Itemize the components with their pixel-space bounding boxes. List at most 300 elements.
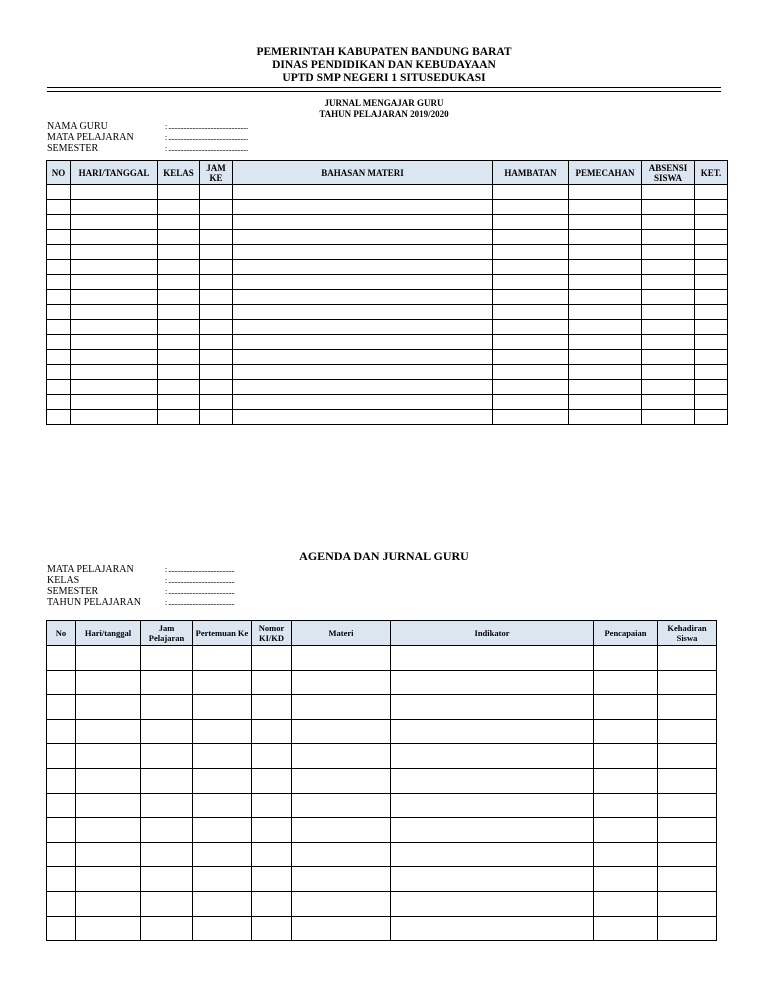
table-cell[interactable] [594,891,658,916]
table-row [47,867,717,892]
table-cell[interactable] [292,744,391,769]
table-cell[interactable] [71,410,158,425]
table-cell[interactable] [594,842,658,867]
table-cell[interactable] [233,290,493,305]
table-cell[interactable] [695,335,728,350]
table-cell[interactable] [493,200,569,215]
table-cell[interactable] [642,320,695,335]
table-cell[interactable] [71,290,158,305]
table-cell[interactable] [658,670,717,695]
field-value: : ............................................ [165,565,235,574]
letterhead-line-1: PEMERINTAH KABUPATEN BANDUNG BARAT [256,46,512,58]
agenda-table [46,620,717,941]
table-cell[interactable] [141,768,193,793]
table-cell[interactable] [252,670,292,695]
table-cell[interactable] [200,305,233,320]
table-cell[interactable] [76,818,141,843]
table-cell[interactable] [158,260,200,275]
field-label: NAMA GURU [47,121,108,132]
table-cell[interactable] [47,916,76,941]
table-cell[interactable] [493,410,569,425]
table-cell[interactable] [193,916,252,941]
col-obstacle: HAMBATAN [493,161,569,185]
table-cell[interactable] [76,916,141,941]
table-cell[interactable] [193,646,252,671]
table-cell[interactable] [200,245,233,260]
table-cell[interactable] [158,245,200,260]
table-cell[interactable] [252,744,292,769]
table-cell[interactable] [71,320,158,335]
table-cell[interactable] [200,410,233,425]
table-cell[interactable] [200,350,233,365]
table-cell[interactable] [76,891,141,916]
table-cell[interactable] [71,230,158,245]
letterhead-rule [47,87,721,88]
table-cell[interactable] [569,410,642,425]
table-cell[interactable] [642,380,695,395]
table-cell[interactable] [391,719,594,744]
table-row [47,215,728,230]
table-cell[interactable] [47,185,71,200]
table-cell[interactable] [642,305,695,320]
table-cell[interactable] [695,185,728,200]
table-cell[interactable] [158,290,200,305]
table-cell[interactable] [658,768,717,793]
table-cell[interactable] [233,320,493,335]
table-row [47,768,717,793]
table-cell[interactable] [594,916,658,941]
table-cell[interactable] [292,891,391,916]
table-cell[interactable] [47,350,71,365]
table-cell[interactable] [695,230,728,245]
letterhead-line-2: DINAS PENDIDIKAN DAN KEBUDAYAAN [272,59,496,71]
table-cell[interactable] [141,818,193,843]
table-cell[interactable] [200,290,233,305]
table-cell[interactable] [695,260,728,275]
table-cell[interactable] [141,646,193,671]
table-cell[interactable] [594,744,658,769]
col-attendance: Kehadiran Siswa [658,621,717,646]
table-cell[interactable] [391,818,594,843]
table-cell[interactable] [292,719,391,744]
table-cell[interactable] [141,793,193,818]
table-cell[interactable] [642,200,695,215]
table-cell[interactable] [569,275,642,290]
table-cell[interactable] [391,867,594,892]
table-cell[interactable] [200,335,233,350]
table-cell[interactable] [252,867,292,892]
table-cell[interactable] [594,670,658,695]
table-cell[interactable] [141,891,193,916]
table-cell[interactable] [47,320,71,335]
table-cell[interactable] [658,916,717,941]
table-cell[interactable] [391,670,594,695]
table-cell[interactable] [47,305,71,320]
table-cell[interactable] [569,185,642,200]
table-cell[interactable] [292,695,391,720]
table-cell[interactable] [252,916,292,941]
table-cell[interactable] [252,842,292,867]
table-cell[interactable] [391,891,594,916]
table-cell[interactable] [158,215,200,230]
table-cell[interactable] [642,185,695,200]
table-row [47,744,717,769]
table-cell[interactable] [252,719,292,744]
table-cell[interactable] [292,916,391,941]
table-cell[interactable] [193,744,252,769]
table-cell[interactable] [594,867,658,892]
table-cell[interactable] [252,646,292,671]
table-cell[interactable] [158,230,200,245]
table-cell[interactable] [658,719,717,744]
table-cell[interactable] [233,245,493,260]
table-cell[interactable] [391,646,594,671]
journal-fields [47,121,248,154]
table-row [47,719,717,744]
table-cell[interactable] [493,260,569,275]
table-cell[interactable] [233,335,493,350]
table-cell[interactable] [695,290,728,305]
table-cell[interactable] [642,260,695,275]
table-cell[interactable] [47,793,76,818]
table-cell[interactable] [71,185,158,200]
col-solution: PEMECAHAN [569,161,642,185]
table-cell[interactable] [292,818,391,843]
table-cell[interactable] [158,395,200,410]
table-cell[interactable] [642,245,695,260]
table-cell[interactable] [158,185,200,200]
field-subject [47,132,248,143]
table-cell[interactable] [47,395,71,410]
table-cell[interactable] [47,842,76,867]
table-cell[interactable] [141,719,193,744]
table-cell[interactable] [642,335,695,350]
table-cell[interactable] [569,230,642,245]
table-cell[interactable] [594,818,658,843]
table-row [47,185,728,200]
table-cell[interactable] [493,335,569,350]
table-cell[interactable] [695,215,728,230]
table-cell[interactable] [193,719,252,744]
table-cell[interactable] [252,695,292,720]
table-cell[interactable] [193,867,252,892]
table-cell[interactable] [642,290,695,305]
table-cell[interactable] [658,646,717,671]
field-value: : ............................................ [165,576,235,585]
table-cell[interactable] [642,365,695,380]
table-cell[interactable] [233,215,493,230]
table-cell[interactable] [71,305,158,320]
table-cell[interactable] [292,768,391,793]
table-cell[interactable] [642,350,695,365]
table-cell[interactable] [71,365,158,380]
table-cell[interactable] [233,365,493,380]
table-cell[interactable] [47,380,71,395]
col-indicator: Indikator [391,621,594,646]
col-achievement: Pencapaian [594,621,658,646]
table-cell[interactable] [47,260,71,275]
table-cell[interactable] [233,410,493,425]
table-cell[interactable] [493,230,569,245]
field-value: : ..................................................... [165,144,248,153]
table-cell[interactable] [233,185,493,200]
table-cell[interactable] [391,695,594,720]
table-cell[interactable] [76,670,141,695]
table-cell[interactable] [292,670,391,695]
table-cell[interactable] [158,200,200,215]
table-cell[interactable] [252,818,292,843]
table-cell[interactable] [658,842,717,867]
table-cell[interactable] [71,395,158,410]
col-no: NO [47,161,71,185]
table-cell[interactable] [47,200,71,215]
table-row [47,260,728,275]
table-cell[interactable] [200,320,233,335]
table-cell[interactable] [141,867,193,892]
table-cell[interactable] [695,380,728,395]
table-cell[interactable] [200,260,233,275]
table-cell[interactable] [47,891,76,916]
table-cell[interactable] [193,670,252,695]
table-cell[interactable] [569,380,642,395]
table-cell[interactable] [594,646,658,671]
table-cell[interactable] [695,245,728,260]
table-cell[interactable] [594,719,658,744]
table-cell[interactable] [47,670,76,695]
table-cell[interactable] [233,200,493,215]
table-cell[interactable] [695,320,728,335]
table-cell[interactable] [594,793,658,818]
table-cell[interactable] [47,719,76,744]
table-cell[interactable] [200,215,233,230]
table-cell[interactable] [158,350,200,365]
table-cell[interactable] [47,290,71,305]
table-cell[interactable] [141,744,193,769]
table-cell[interactable] [292,867,391,892]
table-cell[interactable] [391,768,594,793]
table-cell[interactable] [141,670,193,695]
field-label: TAHUN PELAJARAN [47,597,141,608]
table-cell[interactable] [695,350,728,365]
table-cell[interactable] [141,842,193,867]
table-cell[interactable] [569,215,642,230]
table-row [47,230,728,245]
table-cell[interactable] [76,842,141,867]
table-cell[interactable] [233,305,493,320]
table-cell[interactable] [158,365,200,380]
table-cell[interactable] [569,350,642,365]
table-cell[interactable] [493,305,569,320]
table-cell[interactable] [658,818,717,843]
table-cell[interactable] [76,793,141,818]
table-cell[interactable] [594,695,658,720]
table-cell[interactable] [158,410,200,425]
table-cell[interactable] [391,916,594,941]
table-row [47,646,717,671]
table-cell[interactable] [193,842,252,867]
table-cell[interactable] [200,275,233,290]
table-cell[interactable] [233,275,493,290]
table-cell[interactable] [193,793,252,818]
table-cell[interactable] [71,245,158,260]
table-cell[interactable] [493,215,569,230]
table-row [47,305,728,320]
table-cell[interactable] [642,395,695,410]
table-cell[interactable] [493,245,569,260]
table-cell[interactable] [200,395,233,410]
table-row [47,275,728,290]
table-cell[interactable] [47,230,71,245]
table-cell[interactable] [493,365,569,380]
table-cell[interactable] [695,410,728,425]
table-cell[interactable] [493,290,569,305]
table-cell[interactable] [158,380,200,395]
table-cell[interactable] [200,230,233,245]
table-cell[interactable] [71,350,158,365]
table-cell[interactable] [141,695,193,720]
table-cell[interactable] [71,335,158,350]
journal-year: TAHUN PELAJARAN 2019/2020 [319,109,449,119]
table-cell[interactable] [71,260,158,275]
table-cell[interactable] [47,410,71,425]
table-cell[interactable] [71,380,158,395]
table-cell[interactable] [141,916,193,941]
table-cell[interactable] [569,290,642,305]
table-cell[interactable] [642,410,695,425]
table-cell[interactable] [47,335,71,350]
table-cell[interactable] [569,305,642,320]
table-cell[interactable] [658,744,717,769]
table-row [47,842,717,867]
table-cell[interactable] [569,335,642,350]
table-cell[interactable] [642,215,695,230]
table-cell[interactable] [569,200,642,215]
table-cell[interactable] [71,200,158,215]
table-cell[interactable] [569,395,642,410]
table-cell[interactable] [569,320,642,335]
journal-title: JURNAL MENGAJAR GURU [324,98,444,108]
table-cell[interactable] [493,380,569,395]
table-cell[interactable] [233,350,493,365]
table-cell[interactable] [47,744,76,769]
table-cell[interactable] [193,695,252,720]
table-cell[interactable] [695,305,728,320]
table-cell[interactable] [658,891,717,916]
table-cell[interactable] [76,768,141,793]
table-cell[interactable] [695,395,728,410]
field-semester [47,143,248,154]
table-cell[interactable] [47,818,76,843]
table-cell[interactable] [642,230,695,245]
table-cell[interactable] [193,891,252,916]
table-cell[interactable] [158,320,200,335]
journal-table [46,160,728,425]
table-cell[interactable] [252,768,292,793]
table-row [47,380,728,395]
table-cell[interactable] [158,335,200,350]
table-cell[interactable] [76,646,141,671]
table-cell[interactable] [76,867,141,892]
table-cell[interactable] [493,350,569,365]
table-cell[interactable] [233,380,493,395]
table-cell[interactable] [76,719,141,744]
table-cell[interactable] [292,793,391,818]
table-cell[interactable] [200,185,233,200]
table-cell[interactable] [569,260,642,275]
table-cell[interactable] [200,200,233,215]
table-cell[interactable] [594,768,658,793]
table-cell[interactable] [658,867,717,892]
table-cell[interactable] [493,185,569,200]
table-cell[interactable] [47,365,71,380]
table-cell[interactable] [200,380,233,395]
table-cell[interactable] [47,646,76,671]
table-cell[interactable] [200,365,233,380]
table-cell[interactable] [391,793,594,818]
table-cell[interactable] [47,768,76,793]
table-cell[interactable] [47,215,71,230]
table-cell[interactable] [71,215,158,230]
table-cell[interactable] [233,395,493,410]
table-cell[interactable] [658,695,717,720]
table-cell[interactable] [493,275,569,290]
col-material: BAHASAN MATERI [233,161,493,185]
table-row [47,335,728,350]
table-cell[interactable] [695,200,728,215]
table-cell[interactable] [569,245,642,260]
col-hour: JAM KE [200,161,233,185]
table-cell[interactable] [569,365,642,380]
table-cell[interactable] [158,305,200,320]
field-subject [47,564,234,575]
table-cell[interactable] [76,744,141,769]
table-cell[interactable] [233,230,493,245]
table-cell[interactable] [47,245,71,260]
field-value: : ............................................ [165,598,235,607]
field-label: KELAS [47,575,80,586]
table-cell[interactable] [76,695,141,720]
table-cell[interactable] [233,260,493,275]
table-row [47,818,717,843]
table-cell[interactable] [47,275,71,290]
table-cell[interactable] [493,320,569,335]
table-cell[interactable] [493,395,569,410]
table-cell[interactable] [47,695,76,720]
table-cell[interactable] [391,744,594,769]
table-cell[interactable] [193,768,252,793]
col-material: Materi [292,621,391,646]
table-cell[interactable] [391,842,594,867]
table-row [47,395,728,410]
field-value: : ..................................................... [165,122,248,131]
table-cell[interactable] [71,275,158,290]
table-cell[interactable] [193,818,252,843]
table-cell[interactable] [642,275,695,290]
table-cell[interactable] [292,842,391,867]
col-class: KELAS [158,161,200,185]
table-cell[interactable] [158,275,200,290]
table-cell[interactable] [658,793,717,818]
field-value: : ............................................ [165,587,235,596]
table-cell[interactable] [292,646,391,671]
table-cell[interactable] [695,275,728,290]
table-cell[interactable] [252,793,292,818]
table-cell[interactable] [695,365,728,380]
table-cell[interactable] [47,867,76,892]
table-cell[interactable] [252,891,292,916]
field-value: : ..................................................... [165,133,248,142]
col-notes: KET. [695,161,728,185]
